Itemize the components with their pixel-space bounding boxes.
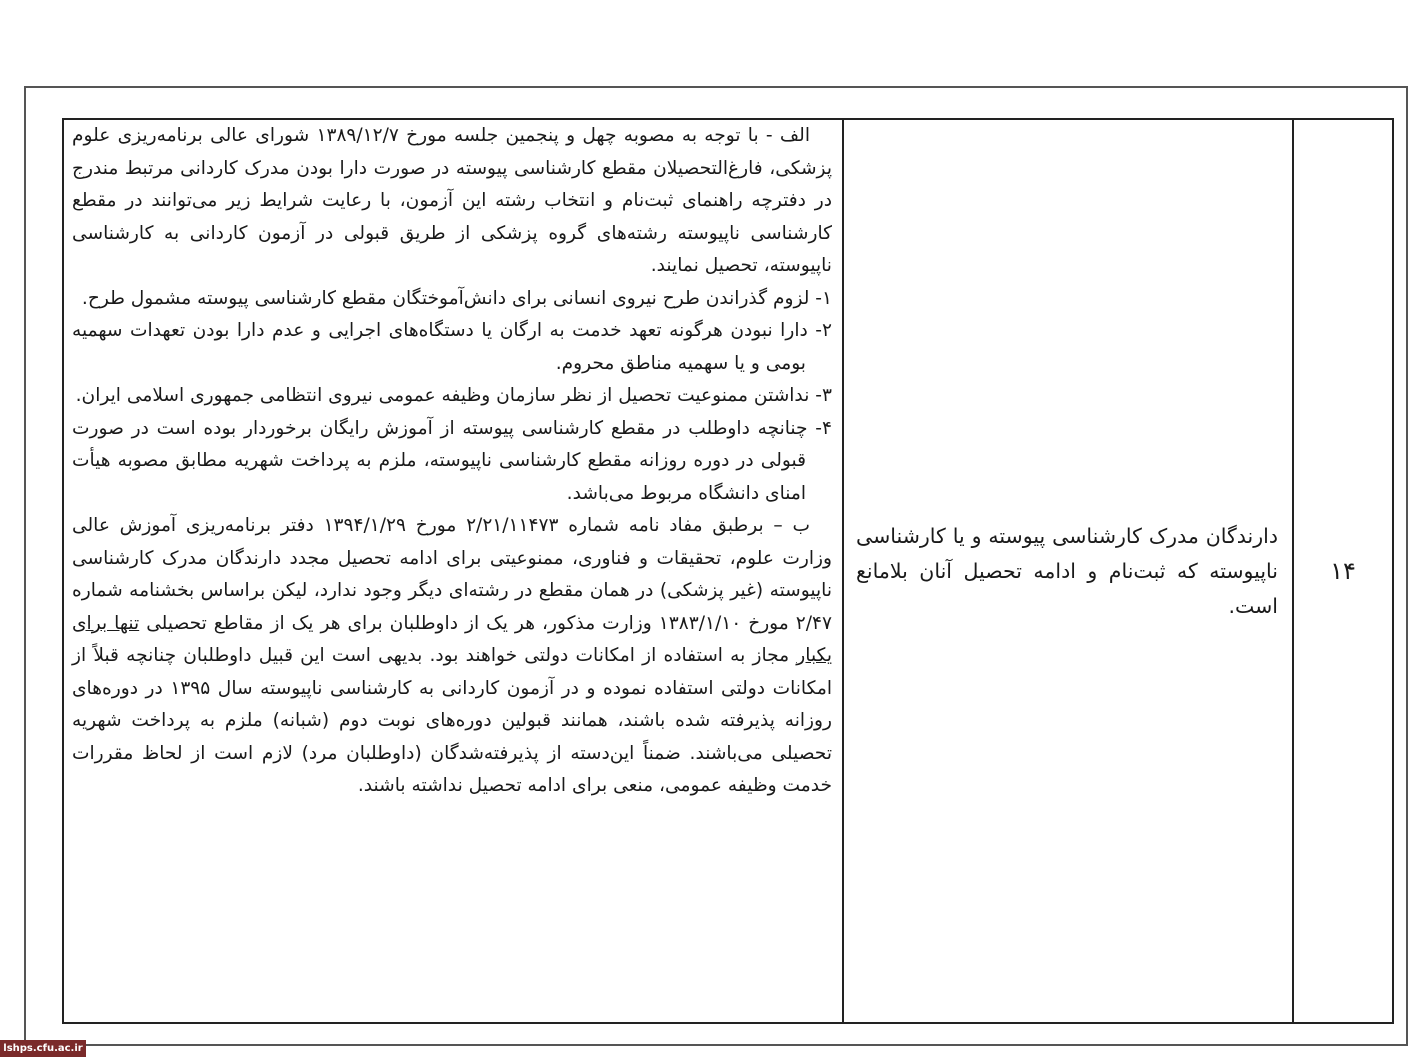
section-a-intro: الف - با توجه به مصوبه چهل و پنجمین جلسه مورخ ۱۳۸۹/۱۲/۷ شورای عالی برنامه‌ریزی علوم پزشکی، فارغ‌التحصیلان مقطع کارشناسی پیوسته در صورت دارا بودن مدرک کاردانی مرتبط مندرج در دفترچه راهنمای ثبت‌نام و انتخاب رشته این آزمون، با رعایت شرایط زیر می‌توانند در مقطع کارشناسی ناپیوسته رشته‌های گروه پزشکی از طریق قبولی در آزمون کاردانی به کارشناسی ناپیوسته، تحصیل نمایند. (72, 125, 832, 276)
subject-cell (846, 120, 1290, 1022)
section-b-emphasis: تنها برای یکبار (72, 612, 832, 666)
section-b-paragraph (72, 510, 832, 803)
row-number: ۱۴ (1330, 557, 1356, 585)
condition-item-4: ۴- چنانچه داوطلب در مقطع کارشناسی پیوسته از آموزش رایگان برخوردار بوده است در صورت قبولی در دوره روزانه مقطع کارشناسی ناپیوسته، ملزم به پرداخت شهریه مطابق مصوبه هیأت امنای دانشگاه مربوط می‌باشد. (72, 417, 832, 504)
section-b-text-start: ب – برطبق مفاد نامه شماره ۲/۲۱/۱۱۴۷۳ مورخ ۱۳۹۴/۱/۲۹ دفتر برنامه‌ریزی آموزش عالی وزارت علوم، تحقیقات و فناوری، ممنوعیتی برای ادامه تحصیل مجدد دارندگان مدرک کارشناسی ناپیوسته (غیر پزشکی) در همان مقطع در رشته‌ای دیگر وجود ندارد، لیکن براساس بخشنامه شماره ۲/۴۷ مورخ ۱۳۸۳/۱/۱۰ وزارت مذکور، هر یک از داوطلبان برای هر یک از مقاطع تحصیلی (72, 515, 832, 634)
condition-item-2: ۲- دارا نبودن هرگونه تعهد خدمت به ارگان یا دستگاه‌های اجرایی و عدم دارا بودن تعهدات سهمیه بومی و یا سهمیه مناطق محروم. (72, 320, 832, 374)
site-watermark-badge: lshps.cfu.ac.ir (0, 1040, 86, 1057)
column-divider-description (842, 118, 844, 1024)
condition-item-3: ۳- نداشتن ممنوعیت تحصیل از نظر سازمان وظیفه عمومی نیروی انتظامی جمهوری اسلامی ایران. (75, 385, 832, 406)
section-b-text-end: مجاز به استفاده از امکانات دولتی خواهند بود. بدیهی است این قبیل داوطلبان چنانچه قبلاً از امکانات دولتی استفاده نموده و در آزمون کاردانی به کارشناسی ناپیوسته سال ۱۳۹۵ در دوره‌های روزانه پذیرفته شده باشند، همانند قبولین دوره‌های نوبت دوم (شبانه) ملزم به پرداخت شهریه تحصیلی می‌باشند. ضمناً این‌دسته از پذیرفته‌شدگان (داوطلبان مرد) لازم است از لحاظ مقررات خدمت وظیفه عمومی، منعی برای ادامه تحصیل نداشته باشند. (72, 645, 832, 796)
subject-text: دارندگان مدرک کارشناسی پیوسته و یا کارشناسی ناپیوسته که ثبت‌نام و ادامه تحصیل آنان بلامانع است. (856, 523, 1278, 618)
condition-item-1: ۱- لزوم گذراندن طرح نیروی انسانی برای دانش‌آموختگان مقطع کارشناسی پیوسته مشمول طرح. (81, 287, 832, 309)
row-number-cell (1294, 120, 1392, 1022)
description-cell (66, 120, 840, 1022)
